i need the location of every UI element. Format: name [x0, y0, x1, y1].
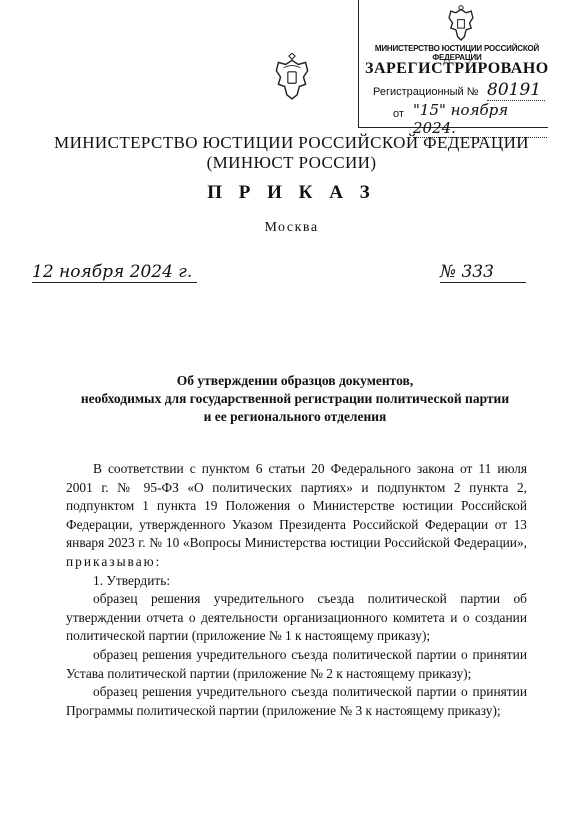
stamp-ministry-name: МИНИСТЕРСТВО ЮСТИЦИИ РОССИЙСКОЙ ФЕДЕРАЦИИ — [374, 44, 540, 62]
order-directive: приказываю: — [66, 553, 162, 569]
heading-line2: необходимых для государственной регистрации политической партии — [80, 391, 510, 406]
coat-of-arms-icon — [444, 4, 478, 42]
ministry-name — [0, 133, 583, 173]
order-number: № 333 — [440, 262, 526, 283]
paragraph-preamble — [66, 460, 527, 572]
paragraph-sample-1: образец решения учредительного съезда политической партии об утверждении отчета о деятельности организационного комитета и о создании политической партии (приложение № 1 к настоящему приказу); — [66, 591, 527, 644]
paragraph-item-1: 1. Утвердить: — [93, 572, 171, 588]
registration-stamp — [358, 0, 549, 137]
preamble-text: В соответствии с пунктом 6 статьи 20 Федерального закона от 11 июля 2001 г. № 95-ФЗ «О политических партиях» и подпунктом 2 пункта 2, подпунктом 1 пункта 19 Положения о Министерстве юстиции Российской Федерации, утвержденного Указом Президента Российской Федерации от 13 января 2023 г. № 10 «Вопросы Министерства юстиции Российской Федерации», — [66, 461, 527, 551]
stamp-regno-label: Регистрационный № — [373, 86, 479, 98]
ministry-name-line2: (МИНЮСТ РОССИИ) — [206, 153, 377, 172]
coat-of-arms-icon — [271, 53, 313, 101]
stamp-regno-value: 80191 — [487, 80, 545, 101]
order-date: 12 ноября 2024 г. — [32, 262, 197, 283]
heading-line3: и ее регионального отделения — [203, 409, 387, 424]
order-title: П Р И К А З — [207, 182, 376, 203]
ministry-name-line1: МИНИСТЕРСТВО ЮСТИЦИИ РОССИЙСКОЙ ФЕДЕРАЦИИ — [54, 133, 529, 152]
order-heading — [60, 372, 530, 426]
paragraph-sample-3: образец решения учредительного съезда политической партии о принятии Программы политической партии (приложение № 3 к настоящему приказу); — [66, 684, 527, 718]
city: Москва — [264, 220, 319, 235]
stamp-date-label: от — [393, 108, 404, 120]
stamp-registered-label: ЗАРЕГИСТРИРОВАНО — [365, 60, 549, 77]
heading-line1: Об утверждении образцов документов, — [176, 373, 414, 388]
order-body — [66, 460, 527, 720]
stamp-date-value: "15" ноября 2024. — [413, 101, 547, 138]
paragraph-sample-2: образец решения учредительного съезда политической партии о принятии Устава политической партии (приложение № 2 к настоящему приказу); — [66, 646, 527, 681]
